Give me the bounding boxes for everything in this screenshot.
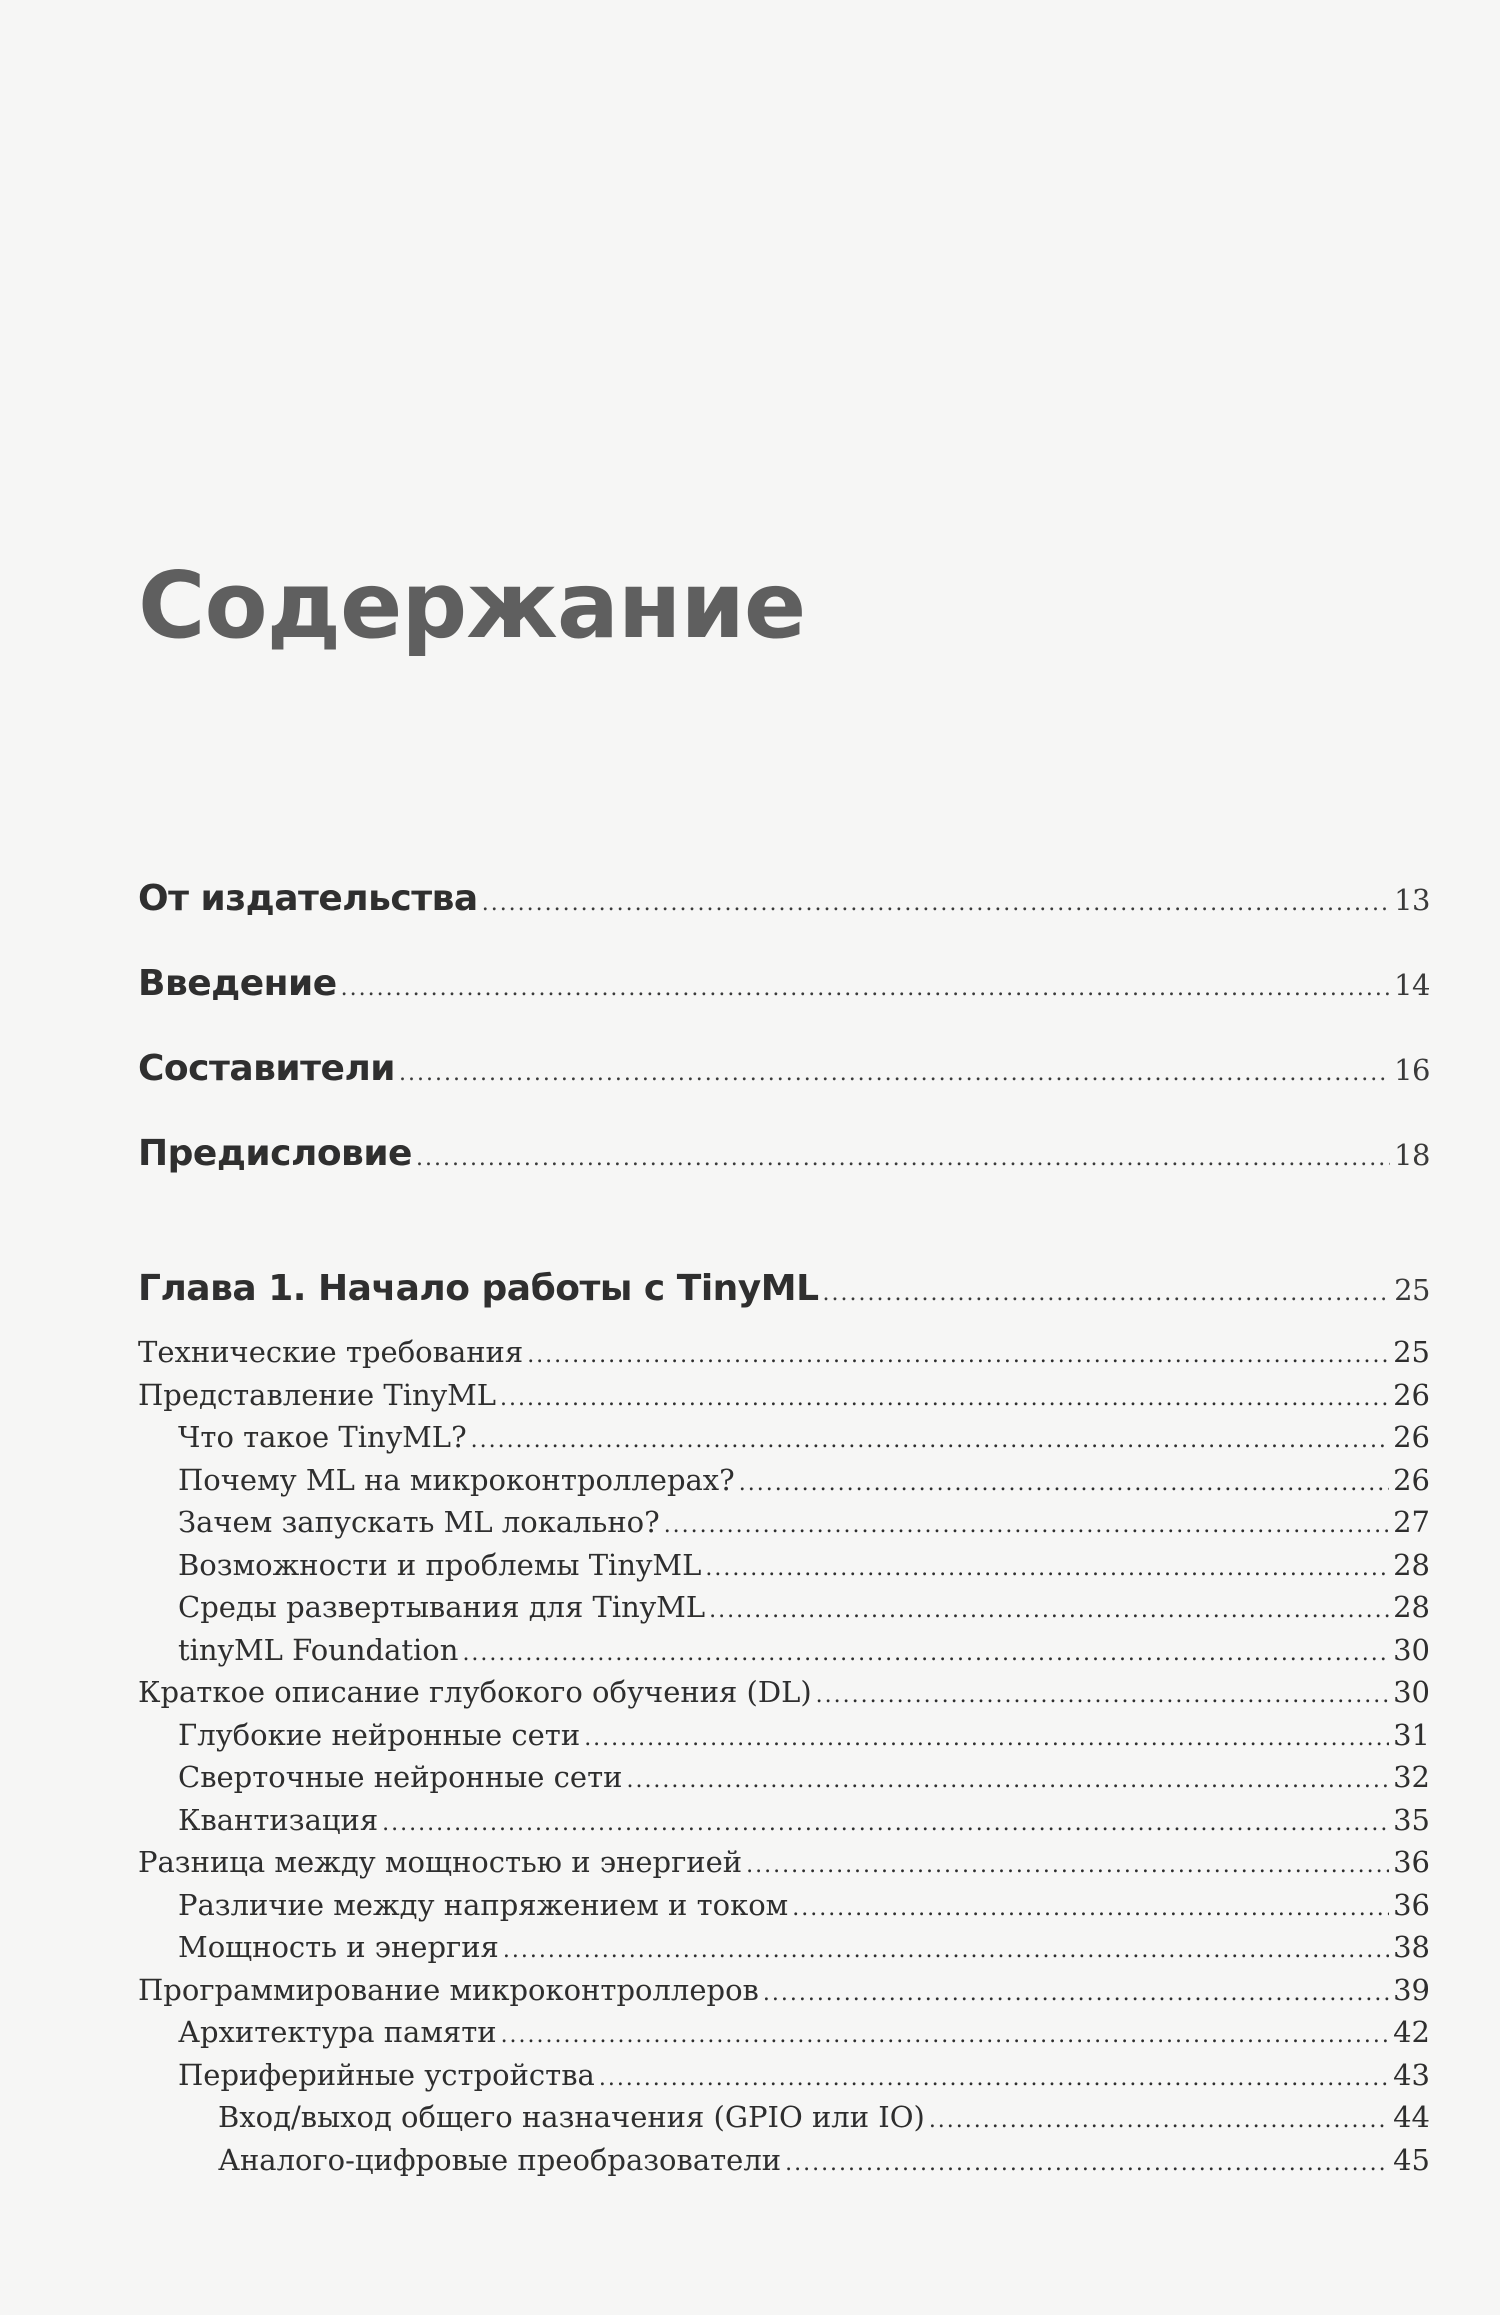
toc-entry[interactable]: [138, 2100, 1430, 2134]
toc-entry-title: Что такое TinyML?: [178, 1420, 467, 1454]
toc-entry[interactable]: [138, 1675, 1430, 1709]
toc-page-number: 38: [1393, 1930, 1430, 1964]
toc-page-number: 39: [1393, 1972, 1430, 2007]
toc-entry[interactable]: [138, 1803, 1430, 1837]
dot-leader: [471, 1428, 1389, 1453]
toc-page-number: 28: [1393, 1590, 1430, 1624]
toc-entry-introduction[interactable]: [138, 963, 1430, 1004]
dot-leader: [823, 1281, 1391, 1306]
toc-entry-title: Составители: [138, 1048, 396, 1089]
toc-page-number: 16: [1394, 1053, 1430, 1087]
toc-chapter-1[interactable]: [138, 1268, 1430, 1309]
dot-leader: [739, 1471, 1389, 1496]
toc-entry-title: От издательства: [138, 878, 478, 919]
dot-leader: [929, 2108, 1389, 2133]
dot-leader: [746, 1853, 1389, 1878]
toc-entry[interactable]: [138, 1888, 1430, 1922]
toc-entry[interactable]: [138, 2143, 1430, 2177]
toc-page-number: 30: [1393, 1632, 1430, 1667]
toc-entry-title: Почему ML на микроконтроллерах?: [178, 1462, 735, 1497]
dot-leader: [709, 1598, 1389, 1623]
toc-page-number: 45: [1393, 2142, 1430, 2177]
toc-page-number: 36: [1393, 1887, 1430, 1922]
toc-entry[interactable]: [138, 1633, 1430, 1667]
toc-page-number: 35: [1393, 1802, 1430, 1837]
toc-entry[interactable]: [138, 1420, 1430, 1454]
toc-entry-title: Архитектура памяти: [178, 2015, 497, 2049]
toc-chapter-title: Глава 1. Начало работы с TinyML: [138, 1268, 819, 1309]
toc-entry-title: Различие между напряжением и током: [178, 1887, 789, 1922]
toc-entry-publisher[interactable]: [138, 878, 1430, 919]
toc-entry-title: Разница между мощностью и энергией: [138, 1845, 743, 1879]
toc-entry-title: Возможности и проблемы TinyML: [178, 1547, 702, 1582]
toc-entry[interactable]: [138, 1378, 1430, 1412]
dot-leader: [705, 1556, 1389, 1581]
toc-entry[interactable]: [138, 1930, 1430, 1964]
toc-page-number: 28: [1393, 1547, 1430, 1582]
dot-leader: [341, 976, 1390, 1001]
toc-page-number: 30: [1393, 1675, 1430, 1709]
toc-entry-title: Представление TinyML: [138, 1377, 497, 1412]
toc-entry-preface[interactable]: [138, 1133, 1430, 1174]
toc-entry[interactable]: [138, 1973, 1430, 2007]
toc-page-number: 32: [1393, 1760, 1430, 1794]
toc-entry[interactable]: [138, 2058, 1430, 2092]
dot-leader: [399, 1061, 1390, 1086]
toc-page-number: 14: [1394, 968, 1430, 1002]
toc-page-number: 25: [1394, 1273, 1430, 1307]
dot-leader: [503, 1938, 1389, 1963]
dot-leader: [382, 1811, 1389, 1836]
toc-page-number: 44: [1393, 2100, 1430, 2134]
toc-entry-title: Программирование микроконтроллеров: [138, 1972, 759, 2007]
toc-page-number: 31: [1393, 1717, 1430, 1752]
dot-leader: [785, 2151, 1389, 2176]
dot-leader: [664, 1513, 1389, 1538]
toc-entry[interactable]: [138, 2015, 1430, 2049]
page-title: Содержание: [138, 552, 806, 659]
toc-page-number: 36: [1393, 1845, 1430, 1879]
toc-entry-title: Технические требования: [138, 1335, 524, 1369]
toc-entry-title: Введение: [138, 963, 337, 1004]
toc-page-number: 26: [1393, 1462, 1430, 1497]
toc-page-number: 27: [1393, 1505, 1430, 1539]
toc-entry-title: Аналого-цифровые преобразователи: [218, 2142, 782, 2177]
toc-entry[interactable]: [138, 1548, 1430, 1582]
toc-entry-title: Мощность и энергия: [178, 1930, 499, 1964]
toc-entry-title: Предисловие: [138, 1133, 412, 1174]
toc-entry-title: Глубокие нейронные сети: [178, 1717, 581, 1752]
toc-entry-title: Зачем запускать ML локально?: [178, 1505, 660, 1539]
dot-leader: [816, 1683, 1389, 1708]
toc-page-number: 26: [1393, 1377, 1430, 1412]
dot-leader: [527, 1343, 1389, 1368]
toc-entry[interactable]: [138, 1590, 1430, 1624]
dot-leader: [501, 2023, 1390, 2048]
toc-entry-title: Квантизация: [178, 1802, 379, 1837]
toc-entry[interactable]: [138, 1845, 1430, 1879]
dot-leader: [462, 1641, 1389, 1666]
dot-leader: [763, 1981, 1389, 2006]
toc-entry-contributors[interactable]: [138, 1048, 1430, 1089]
toc-entry-title: tinyML Foundation: [178, 1632, 459, 1667]
dot-leader: [599, 2066, 1389, 2091]
toc-entry[interactable]: [138, 1760, 1430, 1794]
toc-entry-title: Краткое описание глубокого обучения (DL): [138, 1675, 812, 1709]
toc-page-number: 42: [1393, 2015, 1430, 2049]
toc-entry[interactable]: [138, 1335, 1430, 1369]
dot-leader: [792, 1896, 1389, 1921]
toc-page-number: 26: [1393, 1420, 1430, 1454]
dot-leader: [482, 891, 1390, 916]
dot-leader: [416, 1146, 1390, 1171]
dot-leader: [626, 1768, 1389, 1793]
toc-page-number: 25: [1393, 1335, 1430, 1369]
toc-entry-title: Периферийные устройства: [178, 2057, 595, 2092]
toc-page-number: 18: [1394, 1138, 1430, 1172]
toc-entry[interactable]: [138, 1505, 1430, 1539]
dot-leader: [584, 1726, 1389, 1751]
dot-leader: [500, 1386, 1389, 1411]
toc-entry-title: Вход/выход общего назначения (GPIO или IO): [218, 2100, 925, 2134]
toc-page-number: 13: [1394, 883, 1430, 917]
toc-entry[interactable]: [138, 1463, 1430, 1497]
toc-entry-title: Среды развертывания для TinyML: [178, 1590, 706, 1624]
toc-page-number: 43: [1393, 2057, 1430, 2092]
toc-entry-title: Сверточные нейронные сети: [178, 1760, 623, 1794]
toc-entry[interactable]: [138, 1718, 1430, 1752]
